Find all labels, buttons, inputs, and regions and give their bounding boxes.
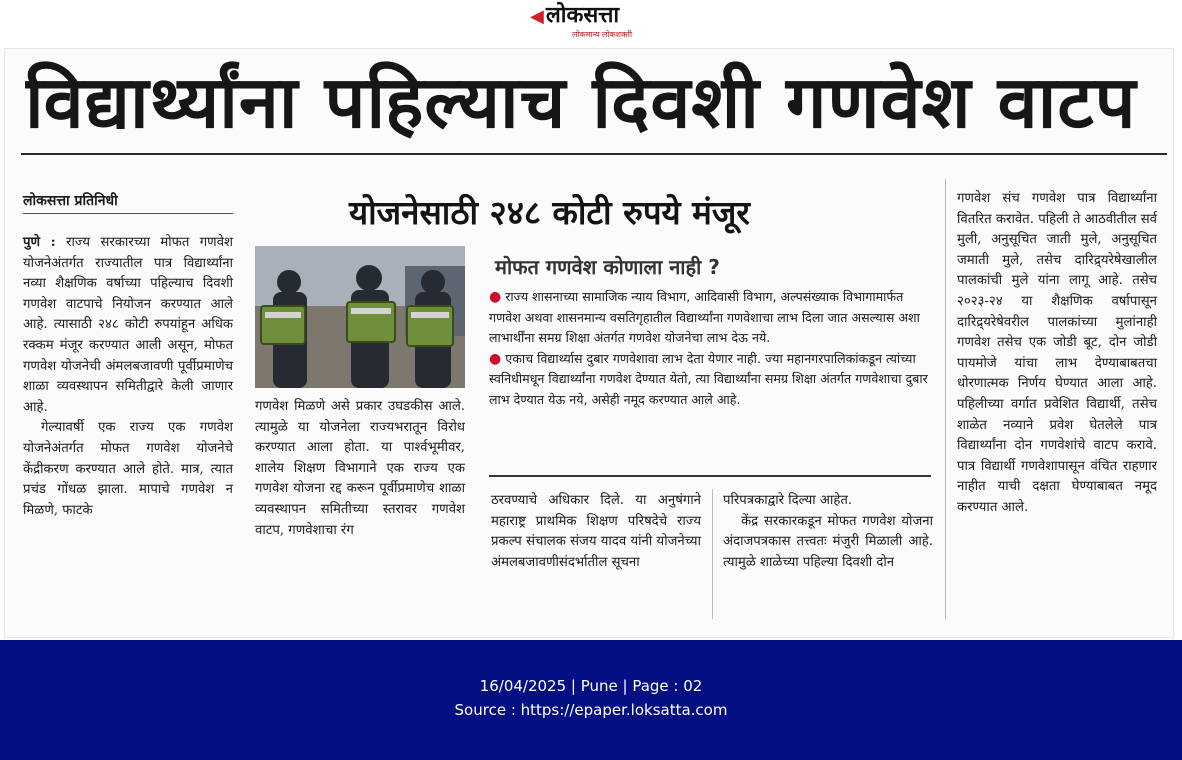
box-bullet-2: एकाच विद्यार्थ्यास दुबार गणवेशावा लाभ देता येणार नाही. ज्या महानगरपालिकांकडून त्यांच्या स्वनिधीमधून विद्यार्थ्यांना गणवेश देण्यात येतो, त्या विद्यार्थ्यांना समग्र शिक्षा अंतर्गत गणवेशाचा दुबार लाभ देण्यात येऊ नये, असेही नमूद करण्यात आले आहे. <box>489 350 928 407</box>
dateline: पुणे : <box>23 235 56 250</box>
headline-rule <box>21 153 1167 155</box>
column-5: गणवेश संच गणवेश पात्र विद्यार्थ्यांना वितरित करावेत. पहिली ते आठवीतील सर्व मुली, अनुसूचित जाती मुले, अनुसूचित जमाती मुले, तसेच दारिद्र्यरेषेखालील पालकांची मुले यांना लागू आहे. तसेच २०२३-२४ या शैक्षणिक वर्षापासून दारिद्र्यरेषेवरील पालकांच्या मुलांनाही गणवेश तसेच एक जोडी बूट, दोन जोडी पायमोजे यांचा लाभ देण्याबाबतचा धोरणात्मक निर्णय घेण्यात आला आहे. पहिलीच्या वर्गात प्रवेशित विद्यार्थी, तसेच शाळेत नव्याने प्रवेश घेतलेले पात्र विद्यार्थ्यांना दोन गणवेशांचे वाटप करावे. पात्र विद्यार्थी गणवेशापासून वंचित राहणार नाहीत याची दक्षता घेण्याबाबत नमूद करण्यात आले. <box>957 191 1157 515</box>
column-divider <box>945 179 946 619</box>
logo-text: लोकसत्ता <box>545 3 620 28</box>
flame-icon: ◀ <box>530 6 544 27</box>
footer-meta: 16/04/2025 | Pune | Page : 02 <box>479 677 703 695</box>
headline: विद्यार्थ्यांना पहिल्याच दिवशी गणवेश वाटप <box>25 60 1137 144</box>
sub-headline: योजनेसाठी २४८ कोटी रुपये मंजूर <box>349 193 750 232</box>
footer-source[interactable]: Source : https://epaper.loksatta.com <box>454 701 728 719</box>
students-photo <box>255 246 465 388</box>
column-4 <box>723 491 933 573</box>
students-photo-illustration <box>255 246 465 388</box>
bullet-icon: ● <box>489 350 502 367</box>
info-box <box>489 287 931 411</box>
column-1 <box>23 233 233 521</box>
footer-bar <box>0 640 1182 760</box>
column-1-para-2: गेल्यावर्षी एक राज्य एक गणवेश योजनेअंतर्गत मोफत गणवेश योजनेचे केंद्रीकरण करण्यात आले होते. मात्र, त्यात प्रचंड गोंधळ झाला. मापाचे गणवेश न मिळणे, फाटके <box>23 420 233 518</box>
box-bullet-1: राज्य शासनाच्या सामाजिक न्याय विभाग, आदिवासी विभाग, अल्पसंख्याक विभागामार्फत गणवेश अथवा शासनमान्य वसतिगृहातील विद्यार्थ्यांना गणवेशाचा लाभ दिला जात असल्यास अशा लाभार्थींना समग्र शिक्षा अंतर्गत गणवेश योजनेचा लाभ देऊ नये. <box>489 289 920 346</box>
column-divider <box>712 489 713 619</box>
box-title: मोफत गणवेश कोणाला नाही ? <box>495 255 720 279</box>
column-4-para-2: केंद्र सरकारकडून मोफत गणवेश योजना अंदाजपत्रकास तत्त्वतः मंजुरी मिळाली आहे. त्यामुळे शाळेच्या पहिल्या दिवशी दोन <box>723 513 933 570</box>
bullet-icon: ● <box>489 289 502 305</box>
box-rule <box>489 475 931 477</box>
newspaper-clipping <box>4 48 1174 638</box>
logo-tagline: लोकमान्य लोकशक्ती <box>572 30 633 39</box>
byline: लोकसत्ता प्रतिनिधी <box>23 193 118 209</box>
column-4-para-1: परिपत्रकाद्वारे दिल्या आहेत. <box>723 493 853 508</box>
column-3: ठरवण्याचे अधिकार दिले. या अनुषंगाने महाराष्ट्र प्राथमिक शिक्षण परिषदेचे राज्य प्रकल्प संचालक संजय यादव यांनी योजनेच्या अंमलबजावणीसंदर्भातील सूचना <box>491 493 701 570</box>
column-1-para-1: राज्य सरकारच्या मोफत गणवेश योजनेअंतर्गत राज्यातील पात्र विद्यार्थ्यांना नव्या शैक्षणिक वर्षाच्या पहिल्याच दिवशी गणवेश वाटपाचे नियोजन करण्यात आले आहे. त्यासाठी २४८ कोटी रुपयांहून अधिक रक्कम मंजूर करण्यात आली असून, मोफत गणवेश योजनेची अंमलबजावणी पूर्वीप्रमाणेच शाळा व्यवस्थापन समितीद्वारे केली जाणार आहे. <box>23 235 234 415</box>
byline-rule <box>23 213 233 214</box>
column-2: गणवेश मिळणे असे प्रकार उघडकीस आले. त्यामुळे या योजनेला राज्यभरातून विरोध करण्यात आला होता. या पार्श्वभूमीवर, शालेय शिक्षण विभागाने एक राज्य एक गणवेश योजना रद्द करून पूर्वीप्रमाणेच शाळा व्यवस्थापन समितीच्या स्तरावर गणवेश वाटप, गणवेशाचा रंग <box>255 399 465 538</box>
masthead <box>0 0 1182 44</box>
